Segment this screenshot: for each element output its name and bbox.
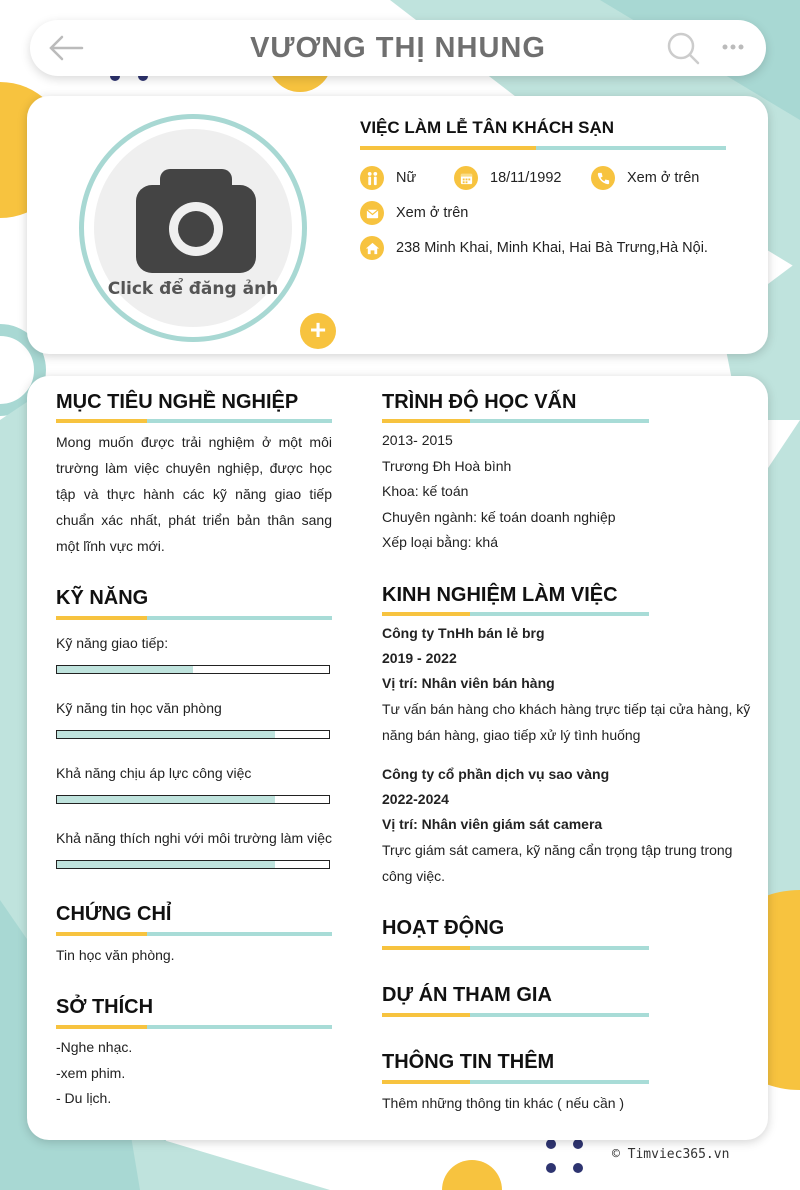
- education-line: Chuyên ngành: kế toán doanh nghiệp: [382, 508, 616, 525]
- phone-value: Xem ở trên: [627, 170, 700, 186]
- job-position: Vị trí: Nhân viên giám sát camera: [382, 816, 603, 832]
- company-name: Công ty cổ phần dịch vụ sao vàng: [382, 766, 610, 782]
- hobbies-list: [56, 1035, 132, 1112]
- education-underline: [382, 419, 649, 423]
- skill-label: Khả năng thích nghi với môi trường làm việc: [56, 830, 332, 846]
- experience-item: [382, 762, 752, 889]
- calendar-icon: [454, 166, 478, 190]
- projects-underline: [382, 1013, 649, 1017]
- footer-copyright: © Timviec365.vn: [612, 1147, 730, 1162]
- email-icon: [360, 201, 384, 225]
- education-title: TRÌNH ĐỘ HỌC VẤN: [382, 391, 577, 413]
- job-description: Tư vấn bán hàng cho khách hàng trực tiếp tại cửa hàng, kỹ năng bán hàng, giao tiếp xử lý tình huống: [382, 701, 751, 743]
- email-value: Xem ở trên: [396, 205, 469, 221]
- projects-title: DỰ ÁN THAM GIA: [382, 984, 552, 1006]
- activities-title: HOẠT ĐỘNG: [382, 917, 505, 939]
- job-title: VIỆC LÀM LỄ TÂN KHÁCH SẠN: [360, 118, 615, 137]
- education-line: Xếp loại bằng: khá: [382, 534, 498, 550]
- hobbies-underline: [56, 1025, 332, 1029]
- education-line: Trương Đh Hoà bình: [382, 457, 512, 474]
- education-line: Khoa: kế toán: [382, 483, 469, 499]
- hobbies-title: SỞ THÍCH: [56, 996, 154, 1018]
- more-options-icon[interactable]: [720, 35, 746, 59]
- experience-title: KINH NGHIỆM LÀM VIỆC: [382, 584, 618, 606]
- resume-body-card: [27, 376, 768, 1140]
- job-position: Vị trí: Nhân viên bán hàng: [382, 675, 555, 691]
- top-bar: [30, 20, 766, 76]
- hobby-item: -xem phim.: [56, 1064, 126, 1081]
- skill-label: Kỹ năng tin học văn phòng: [56, 700, 222, 716]
- address-info: [360, 236, 708, 260]
- skill-label: Kỹ năng giao tiếp:: [56, 635, 169, 651]
- birthday-value: 18/11/1992: [490, 170, 562, 186]
- activities-underline: [382, 946, 649, 950]
- email-info: [360, 201, 468, 225]
- title-underline: [360, 146, 726, 150]
- objective-underline: [56, 419, 332, 423]
- skills-title: KỸ NĂNG: [56, 587, 149, 609]
- skill-label: Khả năng chịu áp lực công việc: [56, 765, 252, 781]
- phone-info: [591, 166, 699, 190]
- gender-icon: [360, 166, 384, 190]
- job-description: Trực giám sát camera, kỹ năng cẩn trọng tập trung trong công việc.: [382, 842, 733, 884]
- objective-title: MỤC TIÊU NGHỀ NGHIỆP: [56, 391, 299, 413]
- add-photo-button[interactable]: +: [300, 313, 336, 349]
- skill-bar: [56, 860, 330, 869]
- additional-underline: [382, 1080, 649, 1084]
- phone-icon: [591, 166, 615, 190]
- skill-bar: [56, 665, 330, 674]
- job-period: 2019 - 2022: [382, 650, 457, 666]
- profile-card: [27, 96, 768, 354]
- education-line: 2013- 2015: [382, 432, 453, 448]
- avatar-upload[interactable]: [79, 114, 327, 345]
- objective-text: Mong muốn được trải nghiệm ở một môi trường làm việc chuyên nghiệp, được học tập và thực hành các kỹ năng giao tiếp chuẩn xác nhất, phát triển bản thân sang một lĩnh vực mới.: [56, 434, 332, 554]
- skill-bar: [56, 795, 330, 804]
- page-title: VƯƠNG THỊ NHUNG: [250, 32, 546, 64]
- skills-underline: [56, 616, 332, 620]
- avatar-placeholder[interactable]: [94, 129, 292, 327]
- address-value: 238 Minh Khai, Minh Khai, Hai Bà Trưng,Hà Nội.: [396, 240, 708, 256]
- birthday-info: [454, 166, 562, 190]
- hobby-item: - Du lịch.: [56, 1090, 112, 1106]
- certificates-title: CHỨNG CHỈ: [56, 903, 172, 925]
- search-icon[interactable]: [666, 31, 700, 65]
- additional-text: Thêm những thông tin khác ( nếu cần ): [382, 1095, 625, 1111]
- certificates-underline: [56, 932, 332, 936]
- gender-value: Nữ: [396, 170, 417, 186]
- experience-underline: [382, 612, 649, 616]
- additional-title: THÔNG TIN THÊM: [382, 1051, 555, 1073]
- photo-upload-label: Click để đăng ảnh: [107, 279, 279, 299]
- company-name: Công ty TnHh bán lẻ brg: [382, 625, 545, 641]
- experience-item: [382, 621, 752, 748]
- certificates-text: Tin học văn phòng.: [56, 947, 175, 963]
- gender-info: [360, 166, 416, 190]
- hobby-item: -Nghe nhạc.: [56, 1039, 133, 1055]
- skill-bar: [56, 730, 330, 739]
- job-period: 2022-2024: [382, 791, 449, 807]
- camera-icon: [136, 169, 256, 275]
- home-icon: [360, 236, 384, 260]
- education-details: [382, 428, 616, 556]
